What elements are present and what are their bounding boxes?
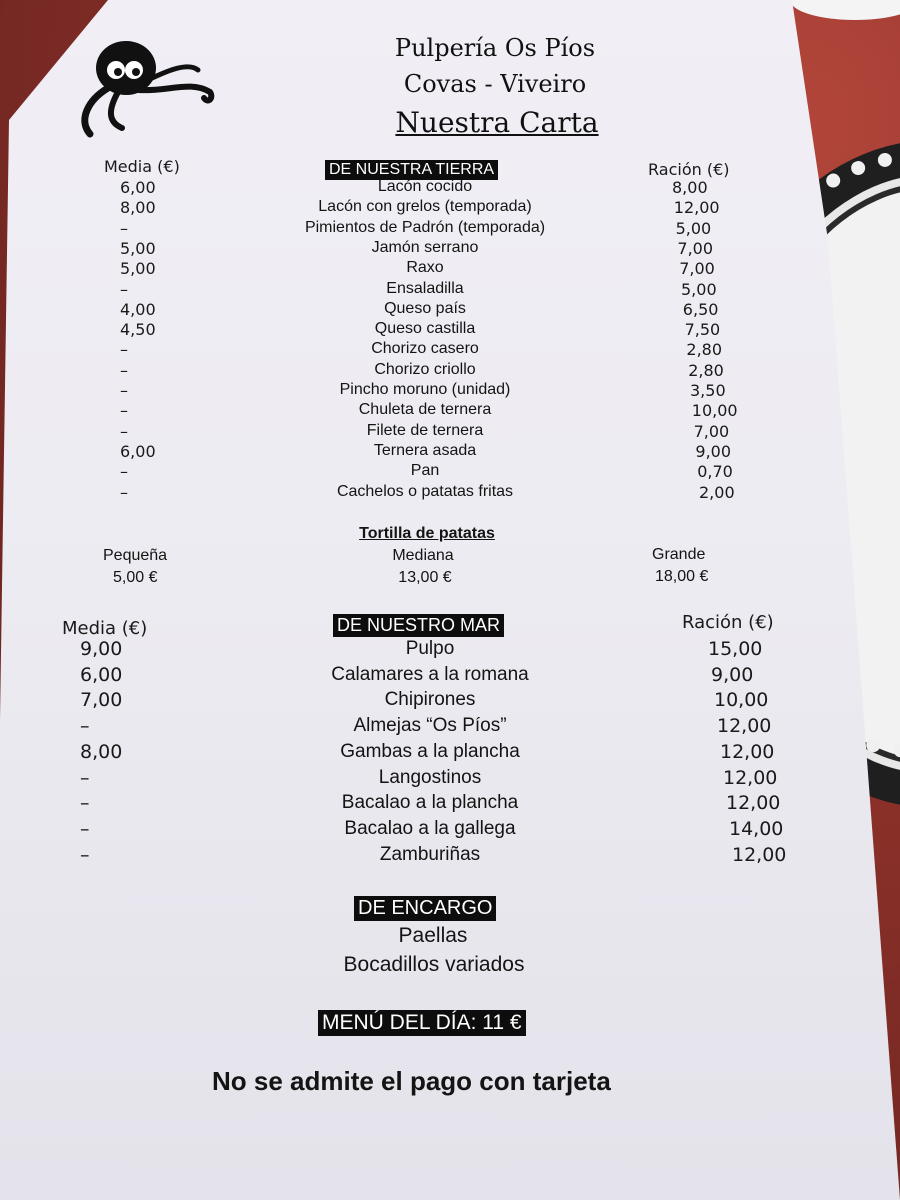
dish-name: Jamón serrano bbox=[371, 238, 479, 256]
dish-name: Ensaladilla bbox=[386, 279, 464, 297]
media-price: 4,00 bbox=[120, 299, 156, 319]
octopus-icon bbox=[78, 30, 218, 140]
dish-name: Pincho moruno (unidad) bbox=[339, 381, 511, 398]
tortilla-title: Tortilla de patatas bbox=[359, 525, 495, 542]
racion-price: 7,00 bbox=[693, 421, 730, 441]
media-price: – bbox=[120, 218, 128, 238]
dish-name: Lacón cocido bbox=[377, 178, 473, 195]
media-price: 7,00 bbox=[80, 689, 123, 712]
tierra-media-label: Media (€) bbox=[104, 157, 180, 176]
dish-name: Ternera asada bbox=[373, 441, 477, 459]
dish-name: Queso castilla bbox=[374, 320, 476, 338]
tortilla-price-medium: 13,00 € bbox=[398, 569, 452, 586]
racion-price: 7,00 bbox=[677, 238, 714, 258]
media-price: 4,50 bbox=[120, 320, 156, 340]
menu-del-dia-banner: MENÚ DEL DÍA: 11 € bbox=[318, 1010, 526, 1036]
racion-price: 12,00 bbox=[673, 198, 720, 218]
encargo-item: Paellas bbox=[398, 924, 468, 947]
dish-name: Zamburiñas bbox=[379, 843, 481, 865]
racion-price: 2,00 bbox=[699, 482, 735, 502]
racion-price: 2,80 bbox=[686, 340, 723, 360]
dish-name: Chuleta de ternera bbox=[358, 401, 492, 419]
location: Covas - Viveiro bbox=[403, 70, 587, 98]
media-price: 6,00 bbox=[120, 178, 156, 197]
section-title-mar: DE NUESTRO MAR bbox=[333, 614, 504, 637]
dish-name: Raxo bbox=[406, 259, 444, 277]
racion-price: 8,00 bbox=[672, 178, 708, 197]
page-title: Nuestra Carta bbox=[395, 106, 599, 139]
dish-name: Queso país bbox=[384, 299, 466, 317]
media-price: 8,00 bbox=[120, 198, 156, 218]
media-price: – bbox=[80, 715, 90, 738]
racion-price: 12,00 bbox=[723, 766, 778, 789]
mar-racion-label: Ración (€) bbox=[682, 612, 774, 633]
dish-name: Almejas “Os Píos” bbox=[353, 715, 507, 737]
racion-price: 0,70 bbox=[697, 462, 733, 482]
mar-media-label: Media (€) bbox=[62, 618, 148, 639]
section-title-tierra: DE NUESTRA TIERRA bbox=[325, 160, 498, 180]
dish-name: Lacón con grelos (temporada) bbox=[318, 198, 532, 216]
dish-name: Chorizo casero bbox=[371, 340, 479, 358]
dish-name: Cachelos o patatas fritas bbox=[336, 482, 514, 500]
racion-price: 12,00 bbox=[720, 740, 775, 763]
media-price: 9,00 bbox=[80, 638, 123, 660]
tortilla-price-small: 5,00 € bbox=[113, 569, 158, 586]
racion-price: 12,00 bbox=[732, 843, 787, 866]
media-price: 5,00 bbox=[120, 238, 156, 258]
media-price: – bbox=[120, 462, 128, 482]
racion-price: 10,00 bbox=[714, 689, 769, 712]
media-price: – bbox=[120, 421, 128, 441]
tortilla-size-large: Grande bbox=[652, 546, 706, 563]
racion-price: 5,00 bbox=[681, 279, 717, 299]
racion-price: 5,00 bbox=[675, 218, 712, 238]
media-price: – bbox=[120, 401, 128, 421]
dish-name: Bacalao a la plancha bbox=[341, 792, 519, 814]
media-price: 8,00 bbox=[80, 740, 123, 763]
dish-name: Bacalao a la gallega bbox=[344, 817, 516, 839]
tierra-racion-label: Ración (€) bbox=[648, 160, 730, 179]
media-price: – bbox=[80, 843, 90, 866]
racion-price: 12,00 bbox=[726, 792, 781, 815]
media-price: – bbox=[120, 340, 128, 360]
dish-name: Chipirones bbox=[384, 689, 476, 711]
racion-price: 7,00 bbox=[679, 259, 715, 279]
restaurant-name: Pulpería Os Píos bbox=[394, 34, 596, 62]
tortilla-size-medium: Mediana bbox=[392, 547, 454, 564]
media-price: – bbox=[80, 766, 90, 789]
racion-price: 14,00 bbox=[729, 817, 784, 840]
payment-note: No se admite el pago con tarjeta bbox=[212, 1066, 611, 1096]
media-price: – bbox=[120, 482, 128, 502]
tortilla-size-small: Pequeña bbox=[103, 547, 168, 564]
dish-name: Pimientos de Padrón (temporada) bbox=[304, 218, 546, 236]
dish-name: Pulpo bbox=[405, 638, 455, 659]
dish-name: Chorizo criollo bbox=[374, 360, 476, 378]
section-title-encargo: DE ENCARGO bbox=[354, 896, 496, 921]
media-price: – bbox=[120, 360, 128, 380]
racion-price: 2,80 bbox=[688, 360, 724, 380]
dish-name: Pan bbox=[410, 462, 440, 480]
media-price: – bbox=[80, 792, 90, 815]
dish-name: Langostinos bbox=[378, 766, 482, 788]
media-price: 5,00 bbox=[120, 259, 156, 279]
racion-price: 9,00 bbox=[711, 663, 754, 686]
tortilla-price-large: 18,00 € bbox=[655, 568, 709, 585]
media-price: – bbox=[120, 381, 128, 400]
racion-price: 6,50 bbox=[682, 299, 719, 319]
encargo-item: Bocadillos variados bbox=[343, 953, 525, 976]
media-price: 6,00 bbox=[120, 441, 156, 461]
media-price: 6,00 bbox=[80, 663, 123, 686]
dish-name: Calamares a la romana bbox=[331, 663, 529, 685]
media-price: – bbox=[120, 279, 128, 299]
racion-price: 7,50 bbox=[684, 320, 721, 340]
racion-price: 3,50 bbox=[690, 381, 726, 400]
racion-price: 15,00 bbox=[708, 638, 763, 660]
racion-price: 9,00 bbox=[695, 441, 732, 461]
dish-name: Filete de ternera bbox=[366, 421, 484, 439]
dish-name: Gambas a la plancha bbox=[340, 740, 520, 762]
racion-price: 10,00 bbox=[691, 401, 738, 421]
racion-price: 12,00 bbox=[717, 715, 772, 738]
media-price: – bbox=[80, 817, 90, 840]
